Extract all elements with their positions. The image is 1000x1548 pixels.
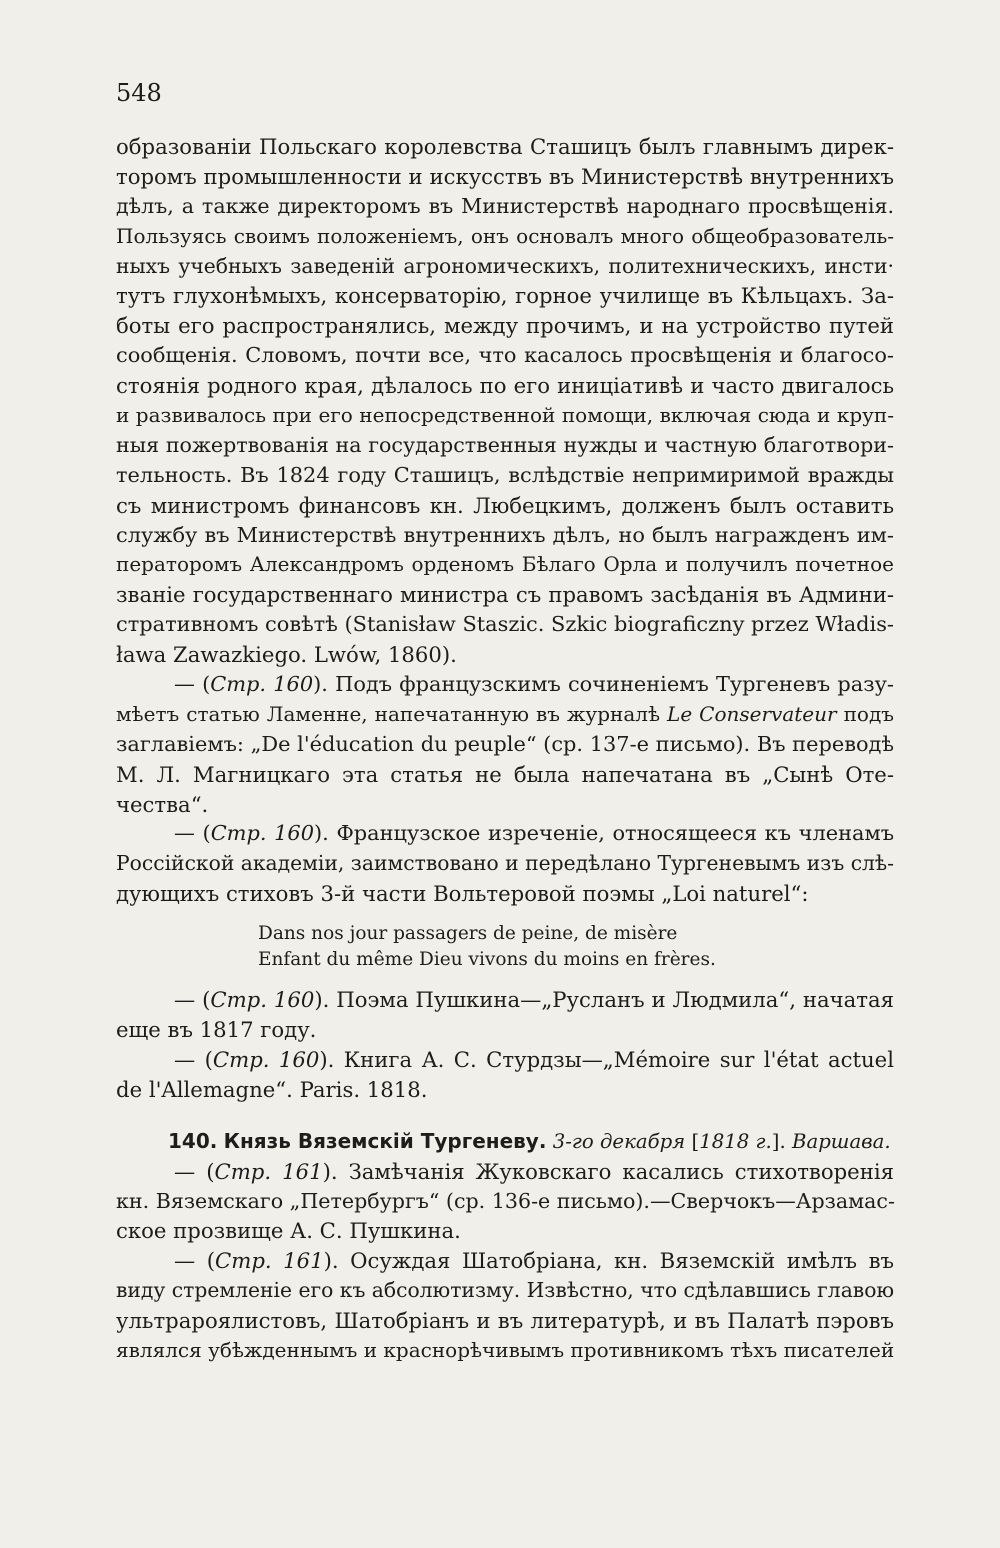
page-number: 548 [116,79,162,107]
note-first-line [116,985,894,1015]
letter-year: 1818 г. [699,1129,772,1153]
letter-title: Князь Вяземскій Тургеневу. [223,1128,547,1153]
note-text: ). Книга А. С. Стурдзы—„Mémoire sur l'état actuel [319,1046,894,1072]
note-sturdza [116,1045,894,1105]
letter-number: 140. [168,1128,218,1153]
text-line: боты его распространялись, между прочимъ, и на устройство путей [116,313,894,339]
note-lamennais [116,670,894,819]
text-line: ультрароялистовъ, Шатобріанъ и въ литературѣ, и въ Палатѣ пэровъ [116,1308,894,1334]
text-line: тутъ глухонѣмыхъ, консерваторію, горное училище въ Кѣльцахъ. За- [116,283,894,309]
note-first-line [116,1045,894,1075]
page-reference: Стр. 161 [215,1248,324,1274]
note-dash: — ( [174,1248,216,1274]
text-line: М. Л. Магницкаго эта статья не была напечатана въ „Сынѣ Оте- [116,761,894,787]
text-line: ское прозвище А. С. Пушкина. [116,1218,461,1244]
text-line: стоянія родного края, дѣлалось по его иниціативѣ и часто двигалось [116,373,894,399]
note-first-line [116,1157,894,1187]
page-reference: Стр. 161 [214,1158,323,1184]
text-line: кн. Вяземскаго „Петербургъ“ (ср. 136-е письмо).—Сверчокъ—Арзамас- [116,1188,895,1213]
note-dash: — ( [174,1046,213,1072]
text-line: образованіи Польскаго королевства Сташицъ былъ главнымъ дирек- [116,134,894,159]
note-text: подъ [836,701,894,726]
text-line: ператоромъ Александромъ орденомъ Бѣлаго Орла и получилъ почетное [116,552,894,577]
spacer [116,909,894,921]
letter-place: Варшава. [791,1129,891,1153]
text-line: de l'Allemagne“. Paris. 1818. [116,1076,428,1102]
page-body [116,132,894,1366]
note-text: ). Поэма Пушкина—„Русланъ и Людмила“, начатая [314,987,894,1013]
text-line: чества“. [116,791,209,817]
text-line: сообщенія. Словомъ, почти все, что касалось просвѣщенія и благосо- [116,343,894,368]
note-ruslan [116,985,894,1045]
letter-year-open: [ [691,1129,700,1153]
text-line: еще въ 1817 году. [116,1017,317,1043]
note-first-line [116,1246,894,1276]
note-chateaubriand [116,1246,894,1366]
text-line: Россійской академіи, заимствовано и передѣлано Тургеневымъ изъ слѣ- [116,851,895,876]
page-reference: Стр. 160 [210,987,315,1013]
letter-date: 3-го декабря [552,1129,686,1153]
text-line: Пользуясь своимъ положеніемъ, онъ основалъ много общеобразователь- [116,223,894,248]
verse-quote-line: Dans nos jour passagers de peine, de misère [258,923,678,945]
note-text: мѣетъ статью Ламенне, напечатанную въ журналѣ [116,701,668,726]
note-dash: — ( [174,987,211,1013]
paragraph-staszic [116,132,894,670]
text-line: званіе государственнаго министра съ правомъ засѣданія въ Админи- [116,582,894,608]
note-zhukovsky [116,1157,894,1247]
text-line: службу въ Министерствѣ внутреннихъ дѣлъ, но былъ награжденъ им- [116,522,894,547]
letter-year-close: ]. [771,1129,786,1153]
text-line: ныя пожертвованія на государственныя нужды и частную благотвори- [116,432,894,457]
verse-quote-line: Enfant du même Dieu vivons du moins en frères. [258,949,716,971]
spacer [116,1105,894,1127]
page-reference: Стр. 160 [210,821,315,846]
text-line: заглавіемъ: „De l'éducation du peuple“ (ср. 137-е письмо). Въ переводѣ [116,731,894,756]
letter-heading [116,1127,894,1157]
note-dash: — ( [174,821,211,846]
note-first-line [116,819,894,849]
text-line: стративномъ совѣтѣ (Stanisław Staszic. Szkic biograficzny przez Władis- [116,612,894,637]
text-line: и развивалось при его непосредственной помощи, включая сюда и круп- [116,403,894,428]
journal-title: Le Conservateur [667,701,837,726]
text-line: ныхъ учебныхъ заведеній агрономическихъ, политехническихъ, инсти· [116,253,894,278]
note-dash: — ( [174,1158,215,1184]
note-dash: — ( [174,672,211,697]
text-line [116,700,894,730]
text-line: виду стремленіе его къ абсолютизму. Извѣстно, что сдѣлавшись главою [116,1278,895,1303]
note-text: ). Осуждая Шатобріана, кн. Вяземскій имѣлъ въ [323,1248,894,1274]
note-first-line [116,670,894,700]
text-line: дующихъ стиховъ 3-й части Вольтеровой поэмы „Loi naturel“: [116,881,809,907]
page-reference: Стр. 160 [212,1046,320,1072]
text-line: являлся убѣжденнымъ и краснорѣчивымъ противникомъ тѣхъ писателей [116,1337,895,1362]
note-text: ). Подъ французскимъ сочиненіемъ Тургеневъ разу- [313,672,894,697]
note-french-saying [116,819,894,985]
note-text: ). Замѣчанія Жуковскаго касались стихотворенія [322,1158,894,1184]
page-reference: Стр. 160 [210,672,314,697]
text-line: торомъ промышленности и искусствъ въ Министерствѣ внутреннихъ [116,163,894,189]
text-line: съ министромъ финансовъ кн. Любецкимъ, долженъ былъ оставить [116,492,894,518]
text-line: тельность. Въ 1824 году Сташицъ, вслѣдствіе непримиримой вражды [116,462,894,487]
note-text: ). Французское изреченіе, относящееся къ членамъ [314,821,894,846]
text-line: ława Zawazkiego. Lwów, 1860). [116,642,457,668]
text-line: дѣлъ, а также директоромъ въ Министерствѣ народнаго просвѣщенія. [116,193,894,218]
spacer [116,973,894,985]
